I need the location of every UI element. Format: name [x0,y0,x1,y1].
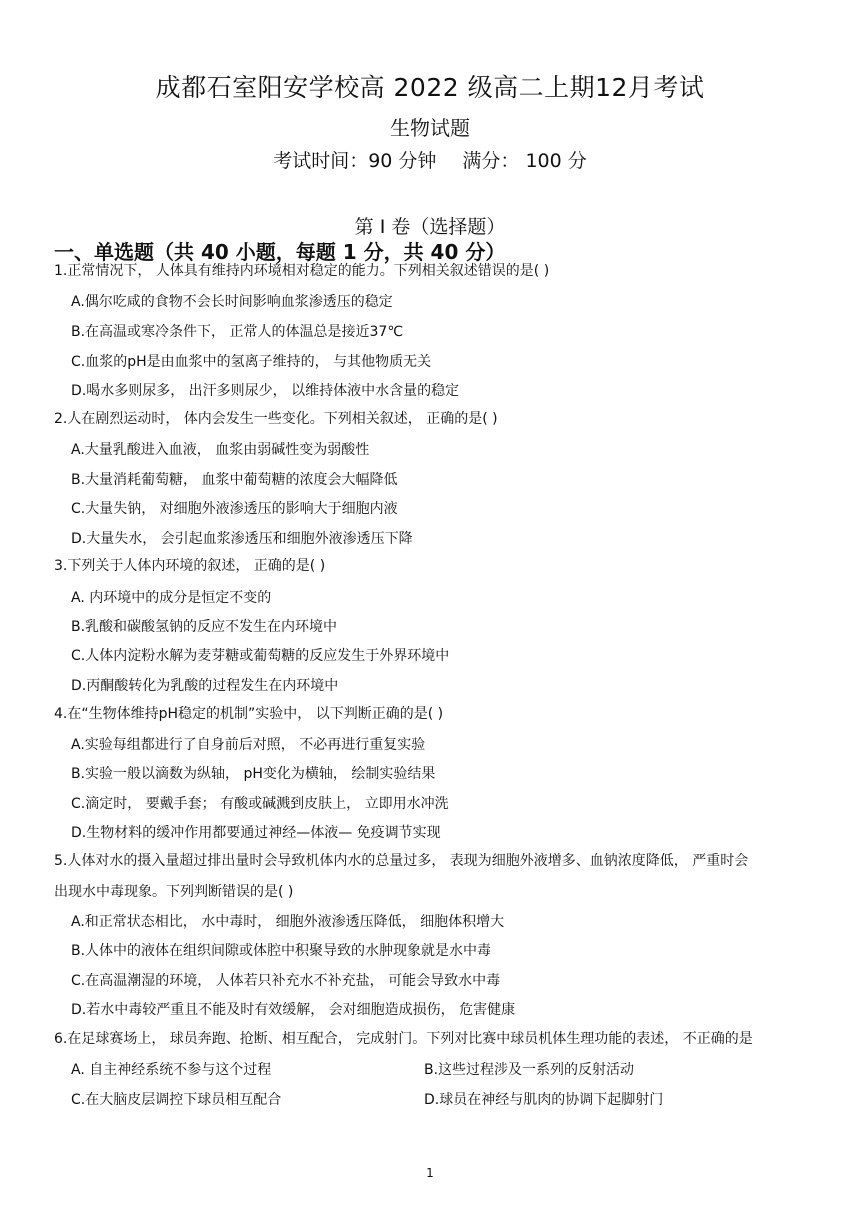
question-3-option-a: A. 内环境中的成分是恒定不变的 [71,590,272,606]
question-1-option-a: A.偶尔吃咸的食物不会长时间影响血浆渗透压的稳定 [71,294,393,310]
question-4-stem: 4.在“生物体维持pH稳定的机制”实验中， 以下判断正确的是( ) [54,706,444,722]
question-5-option-a: A.和正常状态相比， 水中毒时， 细胞外液渗透压降低， 细胞体积增大 [71,914,505,930]
page-number: 1 [426,1166,434,1180]
question-2-stem: 2.人在剧烈运动时， 体内会发生一些变化。下列相关叙述， 正确的是( ) [54,411,498,427]
question-6-option-b: B.这些过程涉及一系列的反射活动 [424,1062,635,1078]
question-5-stem-continued: 出现水中毒现象。下列判断错误的是( ) [54,884,294,900]
exam-score: 满分： 100 分 [462,150,587,172]
question-5-option-c: C.在高温潮湿的环境， 人体若只补充水不补充盐， 可能会导致水中毒 [71,973,501,989]
exam-meta [0,146,860,173]
question-3-stem: 3.下列关于人体内环境的叙述， 正确的是( ) [54,558,326,574]
question-3-option-c: C.人体内淀粉水解为麦芽糖或葡萄糖的反应发生于外界环境中 [71,648,450,664]
section-title: 一、单选题（共 40 小题，每题 1 分，共 40 分） [54,240,506,264]
question-2-option-c: C.大量失钠， 对细胞外液渗透压的影响大于细胞内液 [71,501,398,517]
question-4-option-b: B.实验一般以滴数为纵轴， pH变化为横轴， 绘制实验结果 [71,766,436,782]
question-4-option-d: D.生物材料的缓冲作用都要通过神经—体液— 免疫调节实现 [71,825,441,841]
question-3-option-d: D.丙酮酸转化为乳酸的过程发生在内环境中 [71,678,339,694]
question-6-option-d: D.球员在神经与肌肉的协调下起脚射门 [424,1092,664,1108]
question-2-option-d: D.大量失水， 会引起血浆渗透压和细胞外液渗透压下降 [71,531,413,547]
question-2-option-a: A.大量乳酸进入血液， 血浆由弱碱性变为弱酸性 [71,442,370,458]
question-1-option-c: C.血浆的pH是由血浆中的氢离子维持的， 与其他物质无关 [71,354,432,370]
question-6-option-a: A. 自主神经系统不参与这个过程 [71,1062,272,1078]
question-2-option-b: B.大量消耗葡萄糖， 血浆中葡萄糖的浓度会大幅降低 [71,472,398,488]
question-5-option-b: B.人体中的液体在组织间隙或体腔中积聚导致的水肿现象就是水中毒 [71,943,492,959]
question-5-stem: 5.人体对水的摄入量超过排出量时会导致机体内水的总量过多， 表现为细胞外液增多、血钠浓度降低， 严重时会 [54,853,749,869]
exam-subject: 生物试题 [390,116,470,140]
question-1-option-b: B.在高温或寒冷条件下， 正常人的体温总是接近37℃ [71,324,404,340]
question-1-option-d: D.喝水多则尿多， 出汗多则尿少， 以维持体液中水含量的稳定 [71,383,460,399]
question-5-option-d: D.若水中毒较严重且不能及时有效缓解， 会对细胞造成损伤， 危害健康 [71,1002,516,1018]
exam-title: 成都石室阳安学校高 2022 级高二上期12月考试 [155,73,705,102]
question-3-option-b: B.乳酸和碳酸氢钠的反应不发生在内环境中 [71,619,338,635]
question-4-option-c: C.滴定时， 要戴手套； 有酸或碱溅到皮肤上， 立即用水冲洗 [71,796,449,812]
question-1-stem: 1.正常情况下， 人体具有维持内环境相对稳定的能力。下列相关叙述错误的是( ) [54,263,550,279]
question-6-stem: 6.在足球赛场上， 球员奔跑、抢断、相互配合， 完成射门。下列对比赛中球员机体生理功能的表述， 不正确的是 [54,1031,753,1047]
question-4-option-a: A.实验每组都进行了自身前后对照， 不必再进行重复实验 [71,737,426,753]
exam-time: 考试时间：90 分钟 [273,150,437,172]
part-title: 第 Ⅰ 卷（选择题） [354,216,506,238]
question-6-option-c: C.在大脑皮层调控下球员相互配合 [71,1092,282,1108]
